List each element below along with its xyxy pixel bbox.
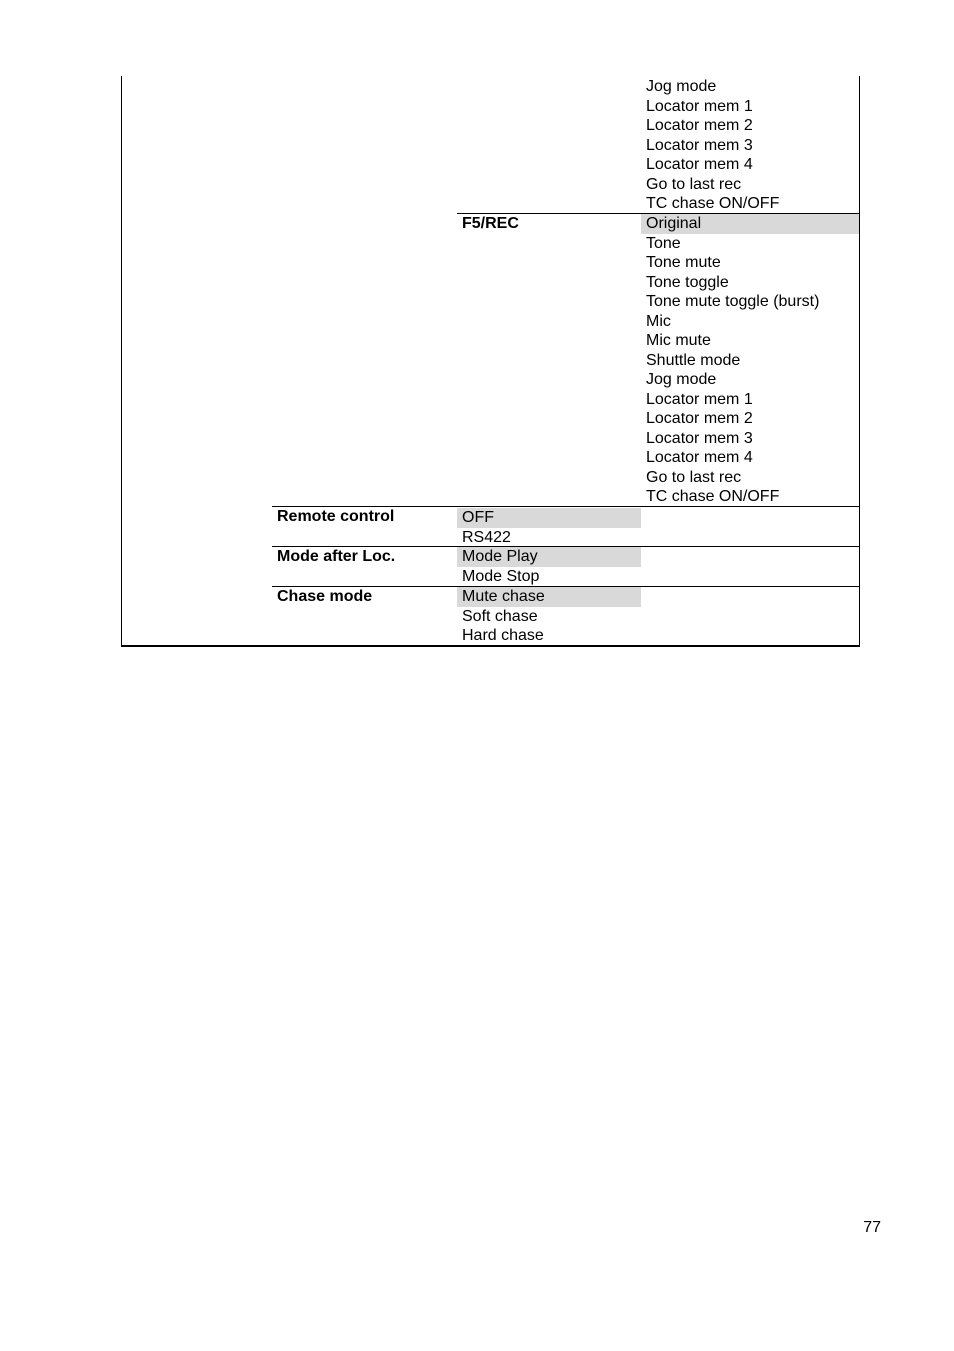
list-item: Hard chase — [462, 627, 544, 644]
mode-after-loc-label: Mode after Loc. — [277, 548, 396, 565]
list-item-default: Mode Play — [457, 547, 641, 567]
f5-rec-label: F5/REC — [462, 215, 519, 232]
list-item: Locator mem 4 — [646, 156, 753, 173]
page-number: 77 — [863, 1219, 881, 1236]
list-item-default: Original — [641, 214, 859, 234]
list-item: Soft chase — [462, 607, 538, 625]
list-item-default: Mute chase — [457, 587, 641, 607]
list-item: Mic mute — [646, 332, 711, 349]
list-item: Tone mute toggle (burst) — [646, 293, 820, 310]
list-item: Shuttle mode — [646, 351, 741, 369]
remote-control-options — [457, 508, 641, 547]
list-item: RS422 — [462, 528, 511, 546]
list-item: Locator mem 3 — [646, 429, 753, 447]
list-item: Mode Stop — [462, 567, 540, 585]
list-item: Tone — [646, 234, 681, 252]
list-item: Tone mute — [646, 254, 721, 271]
list-item: Locator mem 4 — [646, 449, 753, 466]
mode-after-loc-options — [457, 547, 641, 586]
list-item: Locator mem 2 — [646, 117, 753, 134]
top-options-list — [641, 77, 859, 214]
chase-mode-label: Chase mode — [277, 588, 373, 605]
list-item: TC chase ON/OFF — [646, 195, 780, 212]
list-item: Locator mem 3 — [646, 136, 753, 154]
list-item: Locator mem 1 — [646, 390, 753, 408]
list-item: Go to last rec — [646, 468, 742, 486]
list-item: Locator mem 1 — [646, 97, 753, 115]
list-item: Jog mode — [646, 78, 717, 95]
f5-options-list — [641, 214, 859, 507]
list-item: Jog mode — [646, 371, 717, 388]
list-item: Tone toggle — [646, 273, 729, 291]
table-right-border — [859, 76, 860, 646]
table-left-border — [121, 76, 122, 646]
chase-mode-options — [457, 587, 641, 646]
list-item: Go to last rec — [646, 175, 742, 193]
remote-control-label: Remote control — [277, 508, 395, 525]
list-item: Mic — [646, 312, 671, 330]
list-item-default: OFF — [457, 508, 641, 528]
list-item: Locator mem 2 — [646, 410, 753, 427]
list-item: TC chase ON/OFF — [646, 488, 780, 505]
